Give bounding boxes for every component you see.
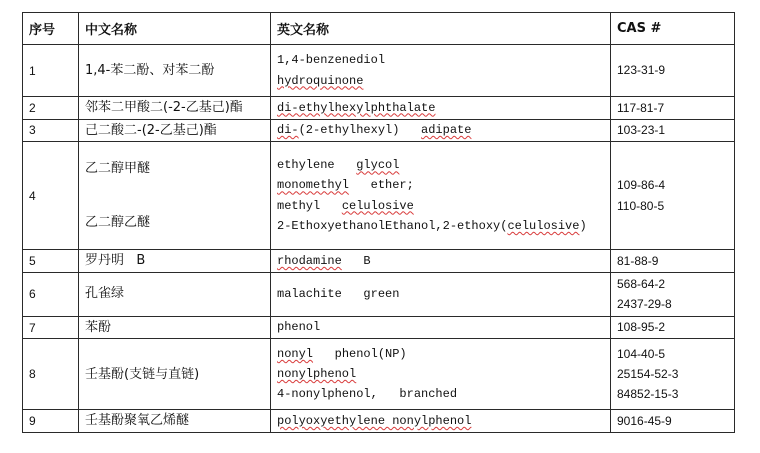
cas-number: 110-80-5 (617, 198, 665, 213)
index-cell (23, 142, 79, 250)
chinese-name: 邻苯二甲酸二(-2-乙基己)酯 (85, 100, 243, 115)
cas-cell (611, 316, 735, 339)
cas-cell (611, 97, 735, 120)
english-name-cell (271, 250, 611, 273)
english-name-cell (271, 45, 611, 97)
english-name-line (277, 50, 604, 70)
table-row (23, 410, 735, 433)
english-name-line (277, 344, 604, 364)
index-value: 8 (29, 367, 36, 382)
table-row (23, 272, 735, 316)
cas-cell (611, 339, 735, 410)
english-name-text: malachite green (277, 287, 400, 302)
spellcheck-flagged-text: nonyl (277, 347, 314, 361)
chinese-name: 苯酚 (85, 319, 112, 335)
english-name-text: 2-EthoxyethanolEthanol,2-ethoxy( (277, 218, 508, 233)
cas-number: 568-64-2 (617, 277, 666, 292)
table-row (23, 142, 735, 250)
spellcheck-flagged-text: rhodamine (277, 253, 342, 268)
index-cell (23, 250, 79, 273)
chinese-name: 乙二醇乙醚 (85, 214, 151, 230)
table-row (23, 250, 735, 273)
chinese-name: 壬基酚(支链与直链) (85, 366, 200, 382)
index-cell (23, 97, 79, 120)
chinese-name-cell (79, 339, 271, 410)
table-row (23, 339, 735, 410)
index-value: 2 (29, 100, 36, 115)
english-name-text: ) (579, 218, 587, 233)
english-name-line (277, 216, 604, 236)
english-name-text: 4-nonylphenol, branched (277, 387, 458, 402)
cas-number: 117-81-7 (617, 100, 665, 115)
english-name-cell (271, 339, 611, 410)
chinese-name-cell (79, 142, 271, 250)
english-name-cell (271, 119, 611, 142)
chinese-name: 1,4-苯二酚、对苯二酚 (85, 62, 215, 78)
english-name-cell (271, 316, 611, 339)
index-value: 3 (29, 123, 36, 138)
cas-cell (611, 250, 735, 273)
english-name-line (277, 411, 604, 431)
english-name-text: phenol(NP) (313, 347, 407, 361)
spellcheck-flagged-text: monomethyl (277, 178, 350, 193)
english-name-text: methyl (277, 198, 342, 213)
header-row (23, 13, 735, 45)
chinese-name: 乙二醇甲醚 (85, 161, 151, 177)
index-cell (23, 119, 79, 142)
index-value: 4 (29, 188, 36, 203)
cas-number: 2437-29-8 (617, 297, 672, 312)
english-name-line (277, 364, 604, 384)
english-name-cell (271, 142, 611, 250)
english-name-line (277, 175, 604, 195)
cas-number: 84852-15-3 (617, 387, 679, 402)
table-row (23, 97, 735, 120)
index-value: 1 (29, 63, 36, 78)
english-name-text: ethylene (277, 158, 357, 173)
cas-number: 108-95-2 (617, 320, 666, 335)
english-name-cell (271, 97, 611, 120)
index-cell (23, 339, 79, 410)
cas-cell (611, 272, 735, 316)
chinese-name-cell (79, 272, 271, 316)
english-name-line (277, 120, 604, 140)
cas-number: 104-40-5 (617, 347, 666, 361)
english-name-line (277, 71, 604, 91)
table-row (23, 316, 735, 339)
english-name-cell (271, 272, 611, 316)
english-name-text: (2-ethylhexyl) (298, 123, 422, 138)
english-name-text: phenol (277, 320, 321, 335)
spellcheck-flagged-text: nonylphenol (277, 367, 357, 382)
english-name-text: B (341, 253, 371, 268)
cas-cell (611, 410, 735, 433)
index-cell (23, 272, 79, 316)
english-name-line (277, 284, 604, 304)
english-name-line (277, 384, 604, 404)
index-cell (23, 45, 79, 97)
cas-number: 25154-52-3 (617, 367, 679, 382)
chinese-name: 罗丹明 B (85, 253, 146, 269)
index-value: 7 (29, 320, 36, 335)
spellcheck-flagged-text: polyoxyethylene nonylphenol (277, 413, 472, 428)
english-name-line (277, 155, 604, 175)
spellcheck-flagged-text: adipate (421, 123, 472, 138)
spellcheck-flagged-text: celulosive (507, 218, 580, 233)
cas-cell (611, 45, 735, 97)
chinese-name: 孔雀绿 (85, 286, 125, 302)
index-value: 9 (29, 414, 36, 429)
english-name-text: ether; (349, 178, 414, 193)
table-body (23, 45, 735, 433)
english-name-line (277, 317, 604, 337)
chinese-name-cell (79, 97, 271, 120)
english-name-text: 1,4-benzenediol (277, 53, 386, 68)
chemical-substances-table (22, 12, 735, 433)
cas-cell (611, 119, 735, 142)
index-value: 5 (29, 253, 36, 268)
chinese-name-cell (79, 410, 271, 433)
english-name-line (277, 251, 604, 271)
header-cas: CAS # (611, 13, 735, 45)
cas-number: 109-86-4 (617, 178, 666, 193)
table-row (23, 119, 735, 142)
english-name-line (277, 98, 604, 118)
cas-cell (611, 142, 735, 250)
header-index: 序号 (23, 13, 79, 45)
spellcheck-flagged-text: di-ethylhexylphthalate (277, 100, 436, 115)
table-row (23, 45, 735, 97)
cas-number: 81-88-9 (617, 253, 659, 268)
english-name-line (277, 196, 604, 216)
index-cell (23, 316, 79, 339)
chinese-name-cell (79, 45, 271, 97)
chinese-name-cell (79, 316, 271, 339)
spellcheck-flagged-text: hydroquinone (277, 73, 364, 88)
spellcheck-flagged-text: glycol (356, 158, 400, 173)
spellcheck-flagged-text: di- (277, 123, 299, 138)
index-value: 6 (29, 287, 36, 302)
chinese-name: 壬基酚聚氧乙烯醚 (85, 413, 190, 429)
header-chinese-name: 中文名称 (79, 13, 271, 45)
index-cell (23, 410, 79, 433)
cas-number: 9016-45-9 (617, 413, 672, 428)
cas-number: 103-23-1 (617, 123, 666, 138)
chinese-name: 己二酸二-(2-乙基己)酯 (85, 122, 217, 138)
english-name-cell (271, 410, 611, 433)
chinese-name-cell (79, 119, 271, 142)
spellcheck-flagged-text: celulosive (341, 198, 414, 213)
chinese-name-cell (79, 250, 271, 273)
cas-number: 123-31-9 (617, 63, 666, 78)
header-english-name: 英文名称 (271, 13, 611, 45)
